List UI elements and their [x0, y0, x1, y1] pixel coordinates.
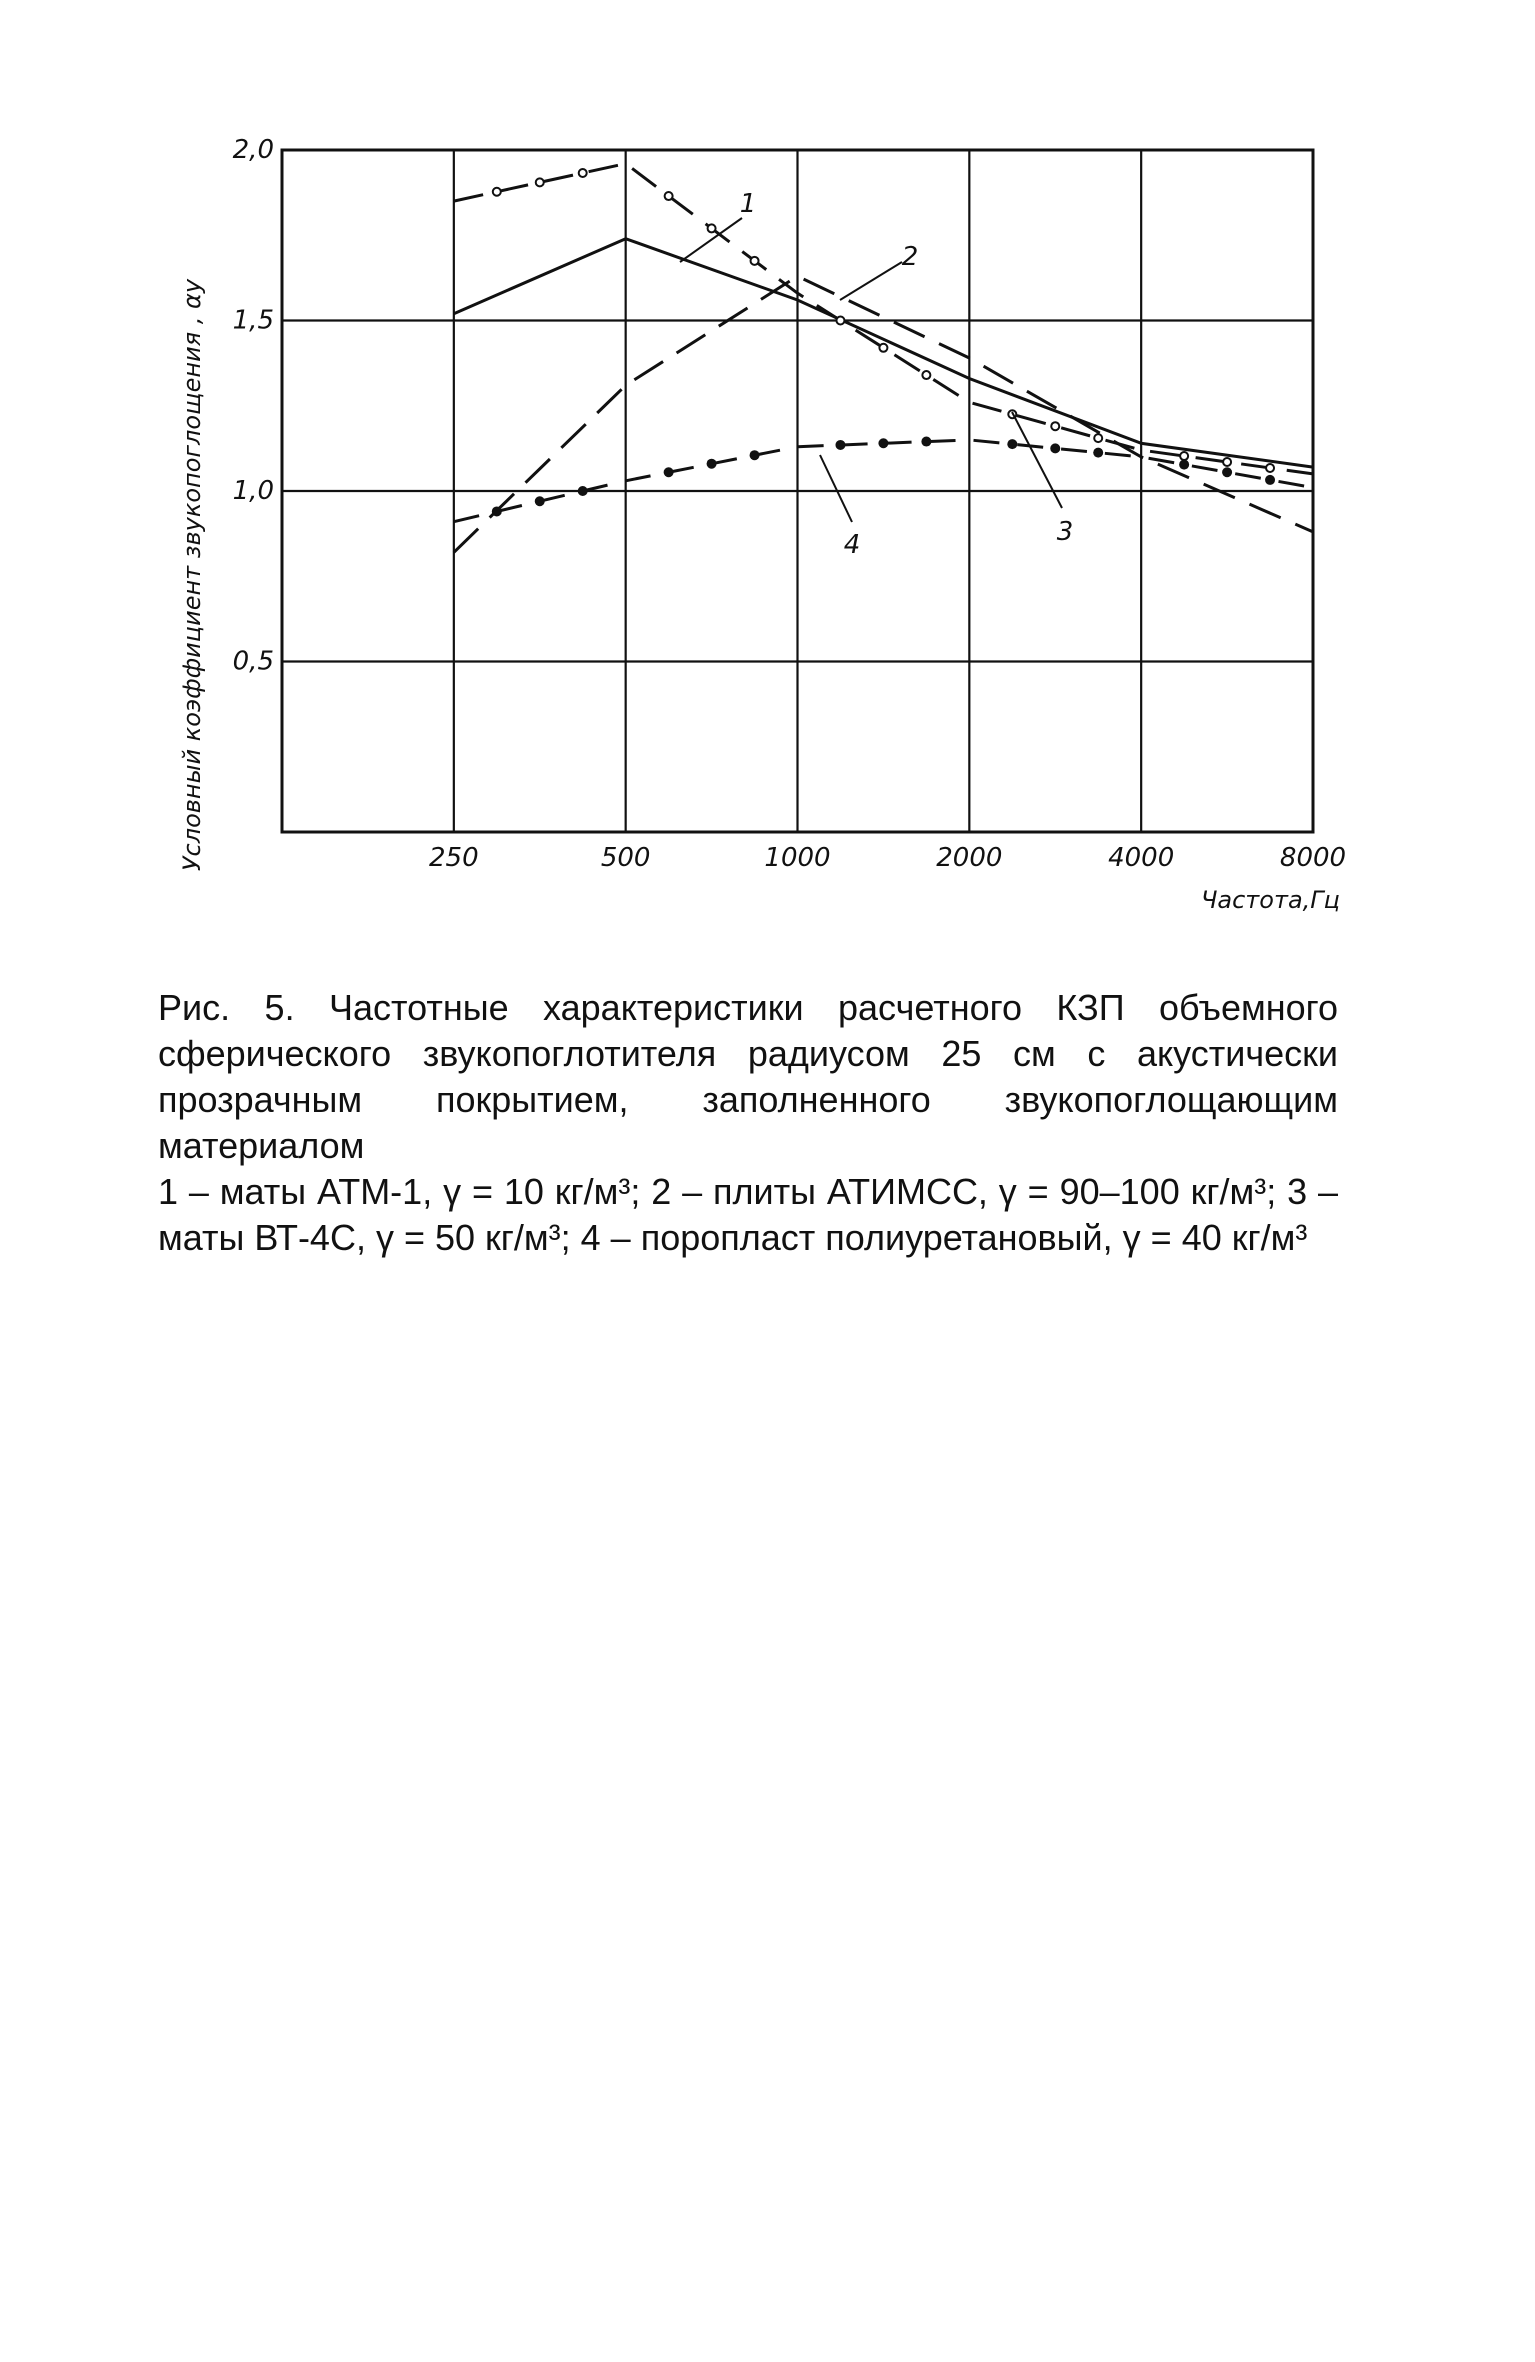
series-line-2: [454, 276, 1313, 552]
series-marker-3: [1266, 464, 1274, 472]
series-marker-3: [922, 371, 930, 379]
series-marker-4: [664, 467, 674, 477]
y-tick-label: 1,5: [232, 305, 274, 336]
x-tick-label: 4000: [1108, 843, 1175, 873]
series-marker-3: [536, 178, 544, 186]
series-marker-4: [578, 486, 588, 496]
series-marker-3: [493, 188, 501, 196]
x-tick-label: 500: [600, 843, 651, 873]
series-marker-4: [1050, 443, 1060, 453]
chart-curve-labels: [680, 189, 1073, 560]
curve-leader-2: [840, 262, 902, 300]
series-marker-4: [1265, 475, 1275, 485]
series-marker-4: [921, 437, 931, 447]
series-marker-3: [579, 169, 587, 177]
series-marker-4: [1007, 439, 1017, 449]
series-marker-3: [1223, 458, 1231, 466]
series-marker-3: [1094, 434, 1102, 442]
x-tick-label: 250: [429, 843, 479, 873]
series-marker-4: [1093, 448, 1103, 458]
x-tick-label: 8000: [1279, 843, 1347, 873]
y-tick-label: 1,0: [232, 476, 274, 506]
y-tick-label: 2,0: [232, 135, 274, 165]
chart-series: [454, 164, 1313, 553]
y-tick-label: 0,5: [232, 646, 274, 677]
y-axis-label: Условный коэффициент звукопоглощения , αу: [178, 278, 206, 872]
series-marker-3: [665, 192, 673, 200]
chart-ticks: [233, 135, 1346, 873]
figure-caption: [158, 985, 1338, 1261]
chart-grid: [282, 150, 1313, 832]
series-marker-3: [1180, 452, 1188, 460]
curve-label-2: 2: [901, 242, 919, 272]
series-marker-3: [836, 317, 844, 325]
series-marker-4: [878, 438, 888, 448]
series-marker-4: [707, 459, 717, 469]
series-marker-3: [751, 257, 759, 265]
caption-legend: 1 – маты АТМ-1, γ = 10 кг/м³; 2 – плиты АТИМСС, γ = 90–100 кг/м³; 3 – маты ВТ-4С, γ = 50 кг/м³; 4 – поропласт полиуретановый, γ = 40 кг/м³: [158, 1171, 1338, 1258]
x-axis-label: Частота,Гц: [1200, 886, 1340, 914]
caption-intro: Рис. 5. Частотные характеристики расчетного КЗП объемного сферического звукопоглотителя радиусом 25 см с акустически прозрачным покрытием, заполненного звукопоглощающим материалом: [158, 987, 1338, 1166]
curve-label-1: 1: [739, 189, 757, 219]
series-marker-4: [835, 440, 845, 450]
x-tick-label: 1000: [764, 843, 831, 873]
series-marker-4: [1222, 467, 1232, 477]
series-marker-3: [1051, 422, 1059, 430]
curve-label-4: 4: [843, 530, 861, 560]
series-marker-4: [535, 496, 545, 506]
curve-label-3: 3: [1056, 517, 1074, 547]
series-marker-3: [708, 224, 716, 232]
x-tick-label: 2000: [936, 843, 1003, 873]
series-marker-4: [1179, 460, 1189, 470]
series-marker-3: [879, 344, 887, 352]
series-marker-4: [750, 450, 760, 460]
absorption-chart: [0, 0, 1535, 1000]
series-marker-4: [492, 506, 502, 516]
curve-leader-4: [820, 455, 852, 522]
